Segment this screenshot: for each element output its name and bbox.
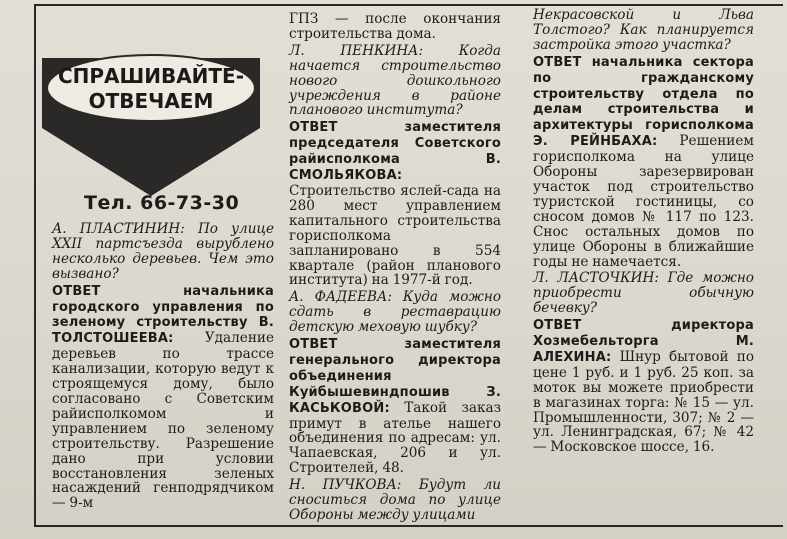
answer-2-lead: ОТВЕТ заместителя председателя Советского райисполкома В. СМОЛЬЯКОВА: bbox=[289, 120, 501, 184]
answer-4 bbox=[533, 55, 754, 270]
answer-5-text: Шнур бытовой по цене 1 руб. и 1 руб. 25 коп. за моток вы можете приобрести в магазинах торга: № 15 — ул. Промышленности, 307; № 2 — ул. Ленинградская, 67; № 42 — Московское шоссе, 16. bbox=[533, 348, 755, 456]
answer-2-text: Строительство яслей-сада на 280 мест управлением капитального строительства горисполкома запланировано в 554 квартале (район планового института) на 1977-й год. bbox=[289, 182, 501, 289]
answer-5-lead: ОТВЕТ директора Хозмебельторга М. АЛЕХИНА: bbox=[533, 318, 754, 365]
answer-1 bbox=[52, 284, 274, 512]
column-1 bbox=[52, 222, 274, 513]
answer-4-text: Решением горисполкома на улице Обороны зарезервирован участок под строительство туристской гостиницы, со сносом домов № 117 по 123. Снос остальных домов по улице Обороны в ближайшие годы не намечается. bbox=[533, 133, 754, 270]
answer-4-lead: ОТВЕТ начальника сектора по гражданскому строительству отдела по делам строительства и архитектуры горисполкома Э. РЕЙНБАХА: bbox=[533, 54, 754, 150]
answer-3-lead: ОТВЕТ заместителя генерального директора объединения Куйбышевиндпошив З. КАСЬКОВОЙ: bbox=[289, 337, 501, 416]
answer-2 bbox=[289, 120, 501, 288]
logo-line2: ОТВЕЧАЕМ bbox=[88, 89, 214, 113]
question-2: Л. ПЕНКИНА: Когда начается строительство нового дошкольного учреждения в районе планового института? bbox=[289, 42, 501, 119]
question-3: А. ФАДЕЕВА: Куда можно сдать в реставрацию детскую меховую шубку? bbox=[289, 289, 501, 336]
question-4: Н. ПУЧКОВА: Будут ли сноситься дома по улице Обороны между улицами bbox=[289, 477, 501, 523]
answer-3-text: Такой заказ примут в ателье нашего объединения по адресам: ул. Чапаевская, 206 и ул. Строителей, 48. bbox=[289, 399, 501, 477]
answer-1-lead: ОТВЕТ начальника городского управления по зеленому строительству В. ТОЛСТОШЕЕВА: bbox=[52, 283, 274, 347]
answer-3 bbox=[289, 337, 501, 476]
spravshivayte-logo bbox=[40, 50, 262, 200]
logo-line1: СПРАШИВАЙТЕ- bbox=[57, 64, 245, 88]
column-3 bbox=[533, 8, 754, 457]
question-1: А. ПЛАСТИНИН: По улице XXII партсъезда вырублено несколько деревьев. Чем это вызвано? bbox=[52, 221, 274, 282]
answer-1-continued: ГПЗ — после окончания строительства дома. bbox=[289, 11, 501, 42]
answer-1-text: Удаление деревьев по трассе канализации, которую ведут к строящемуся дому, было согласовано с Советским райисполкомом и управлением по зеленому строительству. Разрешение дано при условии восстановления зеленых насаждений генподрядчиком — 9-м bbox=[52, 330, 274, 512]
phone-number: Тел. 66-73-30 bbox=[84, 192, 240, 214]
question-4-continued: Некрасовской и Льва Толстого? Как планируется застройка этого участка? bbox=[533, 7, 754, 53]
answer-5 bbox=[533, 318, 754, 455]
column-2 bbox=[289, 12, 501, 525]
question-5: Л. ЛАСТОЧКИН: Где можно приобрести обычную бечевку? bbox=[533, 270, 754, 317]
